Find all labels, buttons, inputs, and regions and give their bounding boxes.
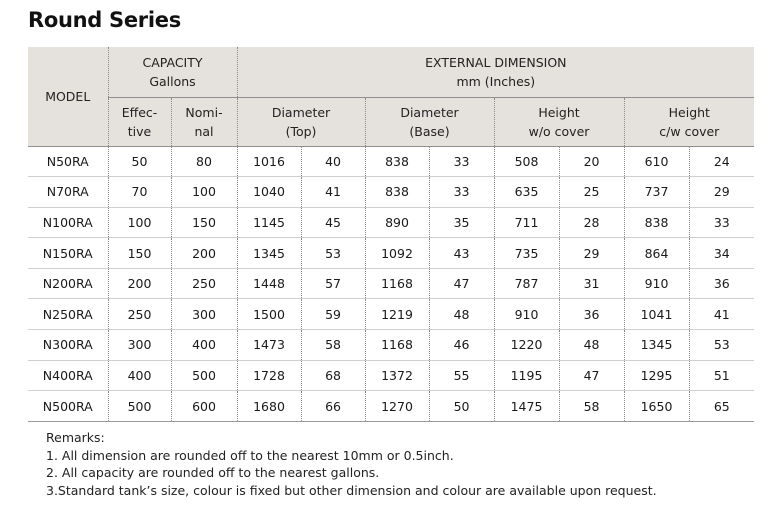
table-cell: 508: [494, 146, 559, 177]
table-cell: 1448: [237, 268, 301, 299]
table-cell: 400: [108, 360, 171, 391]
header-diameter-base: [365, 97, 494, 146]
table-cell: 1040: [237, 177, 301, 208]
table-cell: 50: [429, 391, 494, 422]
table-cell: 58: [301, 330, 365, 361]
header-height-cw-l1: Height: [668, 104, 710, 120]
table-cell: 838: [624, 207, 689, 238]
header-model: MODEL: [28, 47, 108, 146]
table-row: [28, 238, 754, 269]
table-cell: 1195: [494, 360, 559, 391]
table-cell: 51: [689, 360, 754, 391]
table-cell: 41: [301, 177, 365, 208]
table-cell: 36: [559, 299, 624, 330]
model-cell: N50RA: [28, 146, 108, 177]
table-row: [28, 299, 754, 330]
header-diameter-top: [237, 97, 365, 146]
table-cell: 35: [429, 207, 494, 238]
table-cell: 33: [429, 146, 494, 177]
table-cell: 1092: [365, 238, 429, 269]
table-cell: 610: [624, 146, 689, 177]
header-diameter-base-l1: Diameter: [400, 104, 459, 120]
table-cell: 48: [559, 330, 624, 361]
table-cell: 1270: [365, 391, 429, 422]
header-diameter-top-l1: Diameter: [271, 104, 331, 120]
table-cell: 635: [494, 177, 559, 208]
table-cell: 910: [494, 299, 559, 330]
table-cell: 70: [108, 177, 171, 208]
table-cell: 200: [108, 268, 171, 299]
table-cell: 250: [171, 268, 237, 299]
table-cell: 250: [108, 299, 171, 330]
table-body: [28, 146, 754, 421]
table-cell: 53: [301, 238, 365, 269]
remark-item: 2. All capacity are rounded off to the nearest gallons.: [46, 465, 380, 481]
table-cell: 735: [494, 238, 559, 269]
header-capacity-title: CAPACITY: [142, 54, 203, 70]
table-cell: 1345: [237, 238, 301, 269]
header-diameter-base-l2: (Base): [409, 123, 450, 139]
table-cell: 47: [559, 360, 624, 391]
table-cell: 1680: [237, 391, 301, 422]
table-cell: 46: [429, 330, 494, 361]
table-cell: 33: [689, 207, 754, 238]
table-cell: 1475: [494, 391, 559, 422]
table-cell: 890: [365, 207, 429, 238]
table-cell: 1041: [624, 299, 689, 330]
table-cell: 1295: [624, 360, 689, 391]
header-height-wo-l1: Height: [538, 104, 580, 120]
header-diameter-top-l2: (Top): [285, 123, 317, 139]
table-cell: 300: [171, 299, 237, 330]
table-cell: 910: [624, 268, 689, 299]
table-cell: 33: [429, 177, 494, 208]
remark-item: 3.Standard tank’s size, colour is fixed but other dimension and colour are available upon request.: [46, 482, 657, 498]
table-cell: 150: [108, 238, 171, 269]
table-cell: 1220: [494, 330, 559, 361]
remark-item: 1. All dimension are rounded off to the nearest 10mm or 0.5inch.: [46, 447, 454, 463]
table-cell: 48: [429, 299, 494, 330]
table-cell: 66: [301, 391, 365, 422]
header-effective-l1: Effec-: [121, 104, 158, 120]
table-cell: 100: [171, 177, 237, 208]
table-row: [28, 268, 754, 299]
table-cell: 1500: [237, 299, 301, 330]
header-external-title: EXTERNAL DIMENSION: [425, 54, 567, 70]
model-cell: N250RA: [28, 299, 108, 330]
table-row: [28, 360, 754, 391]
table-cell: 1650: [624, 391, 689, 422]
table-row: [28, 146, 754, 177]
table-cell: 36: [689, 268, 754, 299]
table-cell: 500: [171, 360, 237, 391]
table-cell: 500: [108, 391, 171, 422]
table-cell: 1219: [365, 299, 429, 330]
round-series-table: [28, 47, 754, 422]
model-cell: N100RA: [28, 207, 108, 238]
table-row: [28, 207, 754, 238]
table-cell: 28: [559, 207, 624, 238]
header-capacity-unit: Gallons: [149, 73, 196, 89]
table-cell: 31: [559, 268, 624, 299]
table-cell: 29: [559, 238, 624, 269]
table-cell: 29: [689, 177, 754, 208]
table-cell: 43: [429, 238, 494, 269]
table-cell: 59: [301, 299, 365, 330]
table-cell: 787: [494, 268, 559, 299]
table-cell: 68: [301, 360, 365, 391]
model-cell: N300RA: [28, 330, 108, 361]
header-capacity: [108, 47, 237, 97]
table-cell: 1473: [237, 330, 301, 361]
model-cell: N200RA: [28, 268, 108, 299]
table-cell: 50: [108, 146, 171, 177]
header-nominal-l1: Nomi-: [185, 104, 223, 120]
table-cell: 1168: [365, 330, 429, 361]
model-cell: N70RA: [28, 177, 108, 208]
header-nominal-l2: nal: [194, 123, 214, 139]
header-external-dimension: [237, 47, 754, 97]
table-cell: 20: [559, 146, 624, 177]
table-cell: 200: [171, 238, 237, 269]
table-row: [28, 177, 754, 208]
table-cell: 300: [108, 330, 171, 361]
table-cell: 34: [689, 238, 754, 269]
table-cell: 80: [171, 146, 237, 177]
header-nominal: [171, 97, 237, 146]
table-cell: 838: [365, 177, 429, 208]
table-cell: 864: [624, 238, 689, 269]
table-cell: 55: [429, 360, 494, 391]
table-cell: 41: [689, 299, 754, 330]
table-cell: 600: [171, 391, 237, 422]
header-effective-l2: tive: [127, 123, 152, 139]
remarks-heading: Remarks:: [46, 430, 105, 445]
table-cell: 1145: [237, 207, 301, 238]
table-cell: 1168: [365, 268, 429, 299]
remarks: [46, 429, 657, 499]
table-cell: 737: [624, 177, 689, 208]
table-cell: 1728: [237, 360, 301, 391]
table-cell: 150: [171, 207, 237, 238]
table-cell: 40: [301, 146, 365, 177]
table-cell: 24: [689, 146, 754, 177]
table-cell: 53: [689, 330, 754, 361]
table-cell: 58: [559, 391, 624, 422]
table-row: [28, 330, 754, 361]
table-cell: 100: [108, 207, 171, 238]
table-row: [28, 391, 754, 422]
header-external-unit: mm (Inches): [456, 73, 536, 89]
header-height-without-cover: [494, 97, 624, 146]
model-cell: N400RA: [28, 360, 108, 391]
table-cell: 57: [301, 268, 365, 299]
table-cell: 838: [365, 146, 429, 177]
header-effective: [108, 97, 171, 146]
table-cell: 1016: [237, 146, 301, 177]
table-cell: 711: [494, 207, 559, 238]
table-cell: 45: [301, 207, 365, 238]
table-cell: 25: [559, 177, 624, 208]
table-cell: 65: [689, 391, 754, 422]
model-cell: N150RA: [28, 238, 108, 269]
table-cell: 400: [171, 330, 237, 361]
header-height-wo-l2: w/o cover: [528, 123, 590, 139]
page-title: Round Series: [28, 8, 181, 32]
table-cell: 1372: [365, 360, 429, 391]
table-cell: 47: [429, 268, 494, 299]
model-cell: N500RA: [28, 391, 108, 422]
table-cell: 1345: [624, 330, 689, 361]
header-height-with-cover: [624, 97, 754, 146]
header-height-cw-l2: c/w cover: [659, 123, 720, 139]
